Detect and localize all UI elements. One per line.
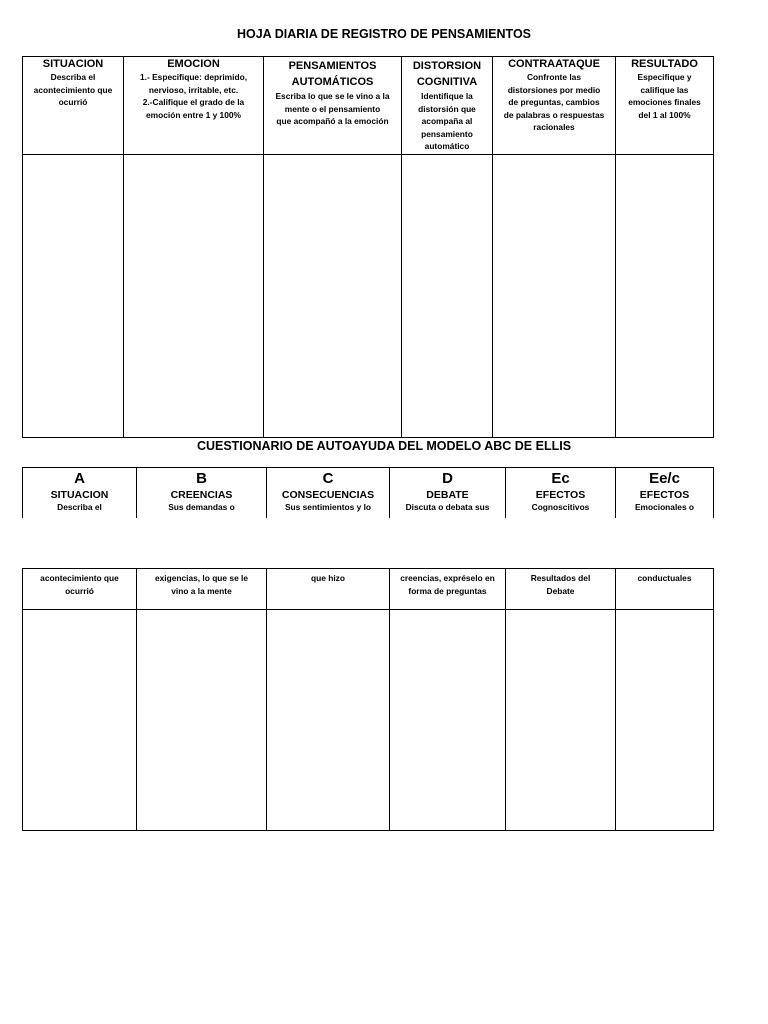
abc-header-b xyxy=(137,468,267,518)
registro-cell-pensamientos[interactable] xyxy=(264,155,402,438)
abc-cell-eec[interactable] xyxy=(616,610,714,831)
column-letter: A xyxy=(74,470,85,487)
column-description: Confronte las distorsiones por medio de preguntas, cambios de palabras o respuestas racionales xyxy=(503,72,605,132)
column-letter: D xyxy=(442,470,453,487)
abc-body-table xyxy=(22,568,714,831)
registro-cell-contraataque[interactable] xyxy=(493,155,616,438)
abc-title: CUESTIONARIO DE AUTOAYUDA DEL MODELO ABC DE ELLIS xyxy=(196,439,572,453)
abc-header-eec xyxy=(616,468,714,518)
column-description-start: Describa el xyxy=(57,502,102,512)
column-label: CREENCIAS xyxy=(170,489,233,501)
registro-header-row xyxy=(23,57,714,155)
column-letter: C xyxy=(322,470,334,487)
abc-cell-ec[interactable] xyxy=(506,610,616,831)
column-description-start: Discuta o debata sus xyxy=(405,502,490,512)
registro-title: HOJA DIARIA DE REGISTRO DE PENSAMIENTOS xyxy=(236,27,532,41)
abc-header-d xyxy=(390,468,506,518)
column-description-start: Emocionales o xyxy=(634,502,695,512)
abc-header-ec xyxy=(506,468,616,518)
registro-cell-emocion[interactable] xyxy=(124,155,264,438)
column-letter: B xyxy=(196,470,207,487)
column-label: SITUACION xyxy=(50,489,109,501)
column-header: SITUACION xyxy=(42,58,104,70)
abc-header-table xyxy=(22,467,714,518)
column-description-start: Cognoscitivos xyxy=(531,502,590,512)
registro-header-emocion xyxy=(124,57,264,155)
column-letter: Ee/c xyxy=(649,470,680,487)
column-description-start: Sus demandas o xyxy=(168,502,235,512)
registro-header-situacion xyxy=(23,57,124,155)
column-description-end: acontecimiento que ocurrió xyxy=(40,573,119,596)
abc-continuation-c xyxy=(267,569,390,610)
abc-cell-a[interactable] xyxy=(23,610,137,831)
abc-entry-row xyxy=(23,610,714,831)
column-description-end: Resultados del Debate xyxy=(530,573,591,596)
column-header: CONTRAATAQUE xyxy=(508,58,600,70)
abc-continuation-a xyxy=(23,569,137,610)
column-description-end: exigencias, lo que se le vino a la mente xyxy=(154,573,249,596)
column-label: EFECTOS xyxy=(535,489,586,501)
column-description: 1.- Especifique: deprimido, nervioso, irritable, etc. 2.-Califique el grado de la emoción entre 1 y 100% xyxy=(139,72,248,120)
registro-header-distorsion xyxy=(402,57,493,155)
abc-header-row xyxy=(23,468,714,518)
registro-entry-row xyxy=(23,155,714,438)
column-label: DEBATE xyxy=(426,489,469,501)
registro-table xyxy=(22,56,714,438)
abc-continuation-b xyxy=(137,569,267,610)
abc-continuation-eec xyxy=(616,569,714,610)
abc-continuation-ec xyxy=(506,569,616,610)
abc-cell-d[interactable] xyxy=(390,610,506,831)
registro-header-resultado xyxy=(616,57,714,155)
abc-header-a xyxy=(23,468,137,518)
column-description: Identifique la distorsión que acompaña al pensamiento automático xyxy=(418,91,476,151)
column-description-end: creencias, expréselo en forma de preguntas xyxy=(400,573,495,596)
column-header: RESULTADO xyxy=(631,58,698,70)
column-description-end: que hizo xyxy=(311,573,345,583)
column-label: EFECTOS xyxy=(639,489,690,501)
abc-continuation-d xyxy=(390,569,506,610)
column-letter: Ec xyxy=(551,470,570,487)
column-description-end: conductuales xyxy=(637,573,692,583)
registro-cell-resultado[interactable] xyxy=(616,155,714,438)
column-header: PENSAMIENTOS AUTOMÁTICOS xyxy=(288,60,377,88)
registro-header-contraataque xyxy=(493,57,616,155)
registro-cell-distorsion[interactable] xyxy=(402,155,493,438)
column-header: EMOCION xyxy=(167,58,220,70)
abc-header-c xyxy=(267,468,390,518)
column-label: CONSECUENCIAS xyxy=(281,489,375,501)
column-description-start: Sus sentimientos y lo xyxy=(284,502,372,512)
abc-cell-c[interactable] xyxy=(267,610,390,831)
column-description: Especifique y califique las emociones finales del 1 al 100% xyxy=(628,72,701,120)
abc-continuation-row xyxy=(23,569,714,610)
column-description: Describa el acontecimiento que ocurrió xyxy=(33,72,113,107)
abc-cell-b[interactable] xyxy=(137,610,267,831)
registro-header-pensamientos xyxy=(264,57,402,155)
column-header: DISTORSION COGNITIVA xyxy=(412,60,482,88)
column-description: Escriba lo que se le vino a la mente o el pensamiento que acompañó a la emoción xyxy=(275,91,390,126)
registro-cell-situacion[interactable] xyxy=(23,155,124,438)
